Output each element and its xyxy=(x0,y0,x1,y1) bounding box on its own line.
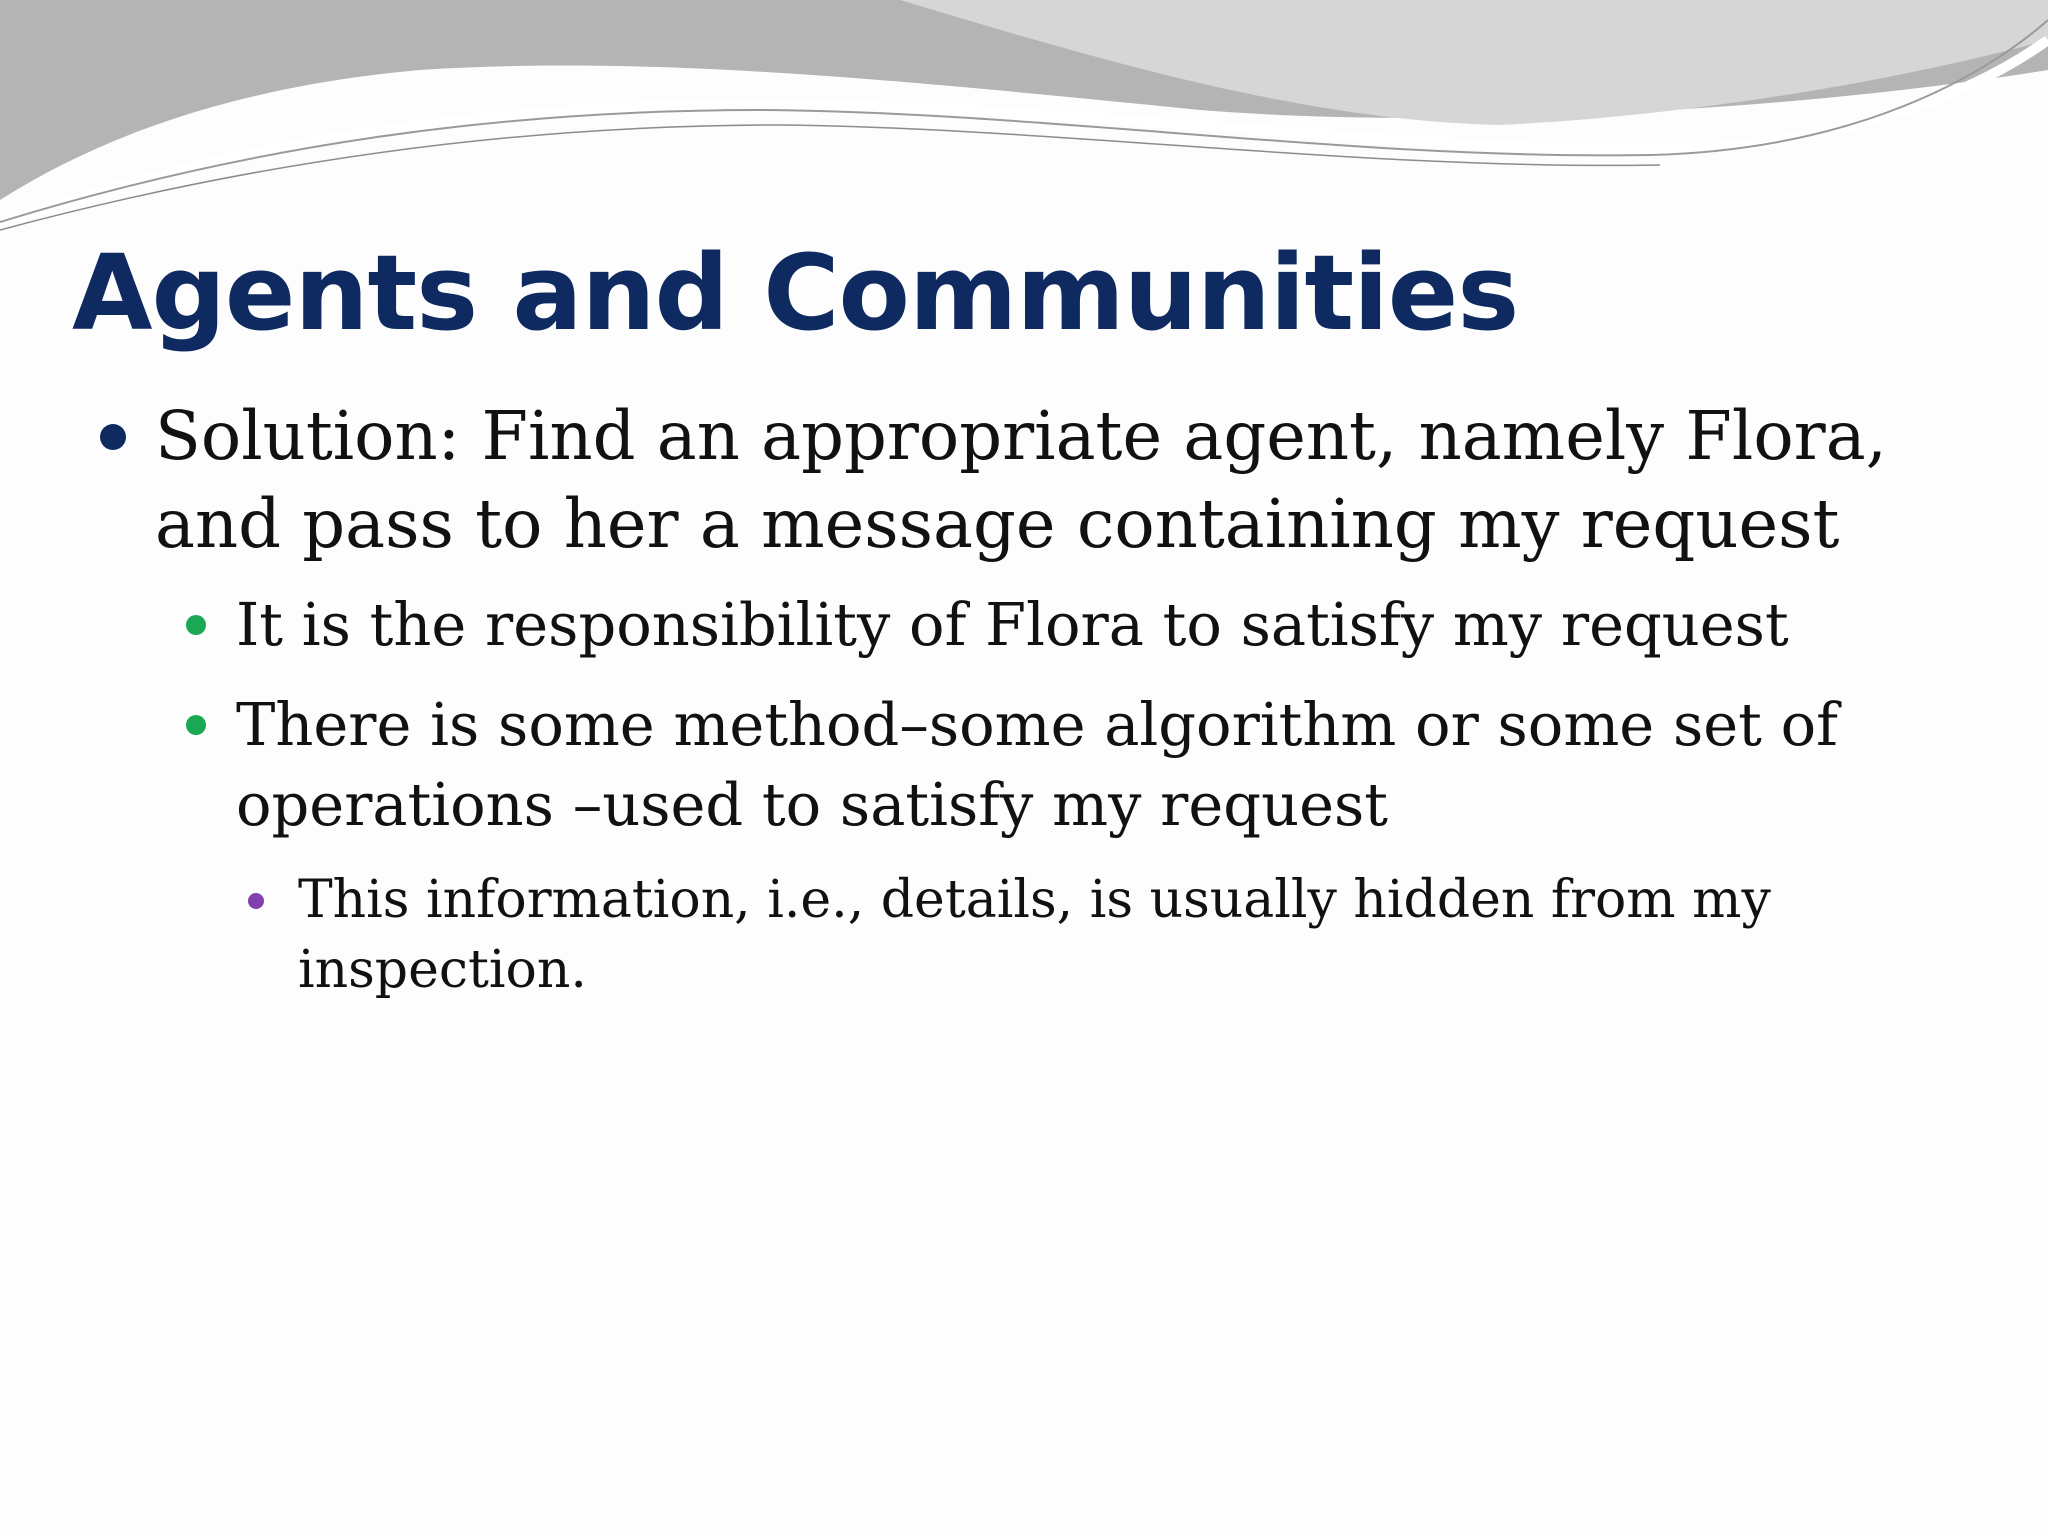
slide-title: Agents and Communities xyxy=(72,232,1519,354)
bullet-dot-icon xyxy=(248,893,264,909)
bullet-dot-icon xyxy=(100,424,126,450)
bullet-item-level3 xyxy=(298,865,1898,1005)
bullet-text: There is some method–some algorithm or some set of operations –used to satisfy my request xyxy=(236,690,1838,839)
header-wave-decoration xyxy=(0,0,2048,240)
bullet-text: This information, i.e., details, is usually hidden from my inspection. xyxy=(298,870,1771,1000)
bullet-text: Solution: Find an appropriate agent, namely Flora, and pass to her a message containing my request xyxy=(155,397,1887,563)
bullet-item-level2 xyxy=(236,685,1936,845)
bullet-item-level1 xyxy=(155,392,1935,568)
bullet-dot-icon xyxy=(186,715,206,735)
bullet-text: It is the responsibility of Flora to satisfy my request xyxy=(236,590,1789,659)
bullet-item-level2 xyxy=(236,585,1936,665)
bullet-dot-icon xyxy=(186,615,206,635)
